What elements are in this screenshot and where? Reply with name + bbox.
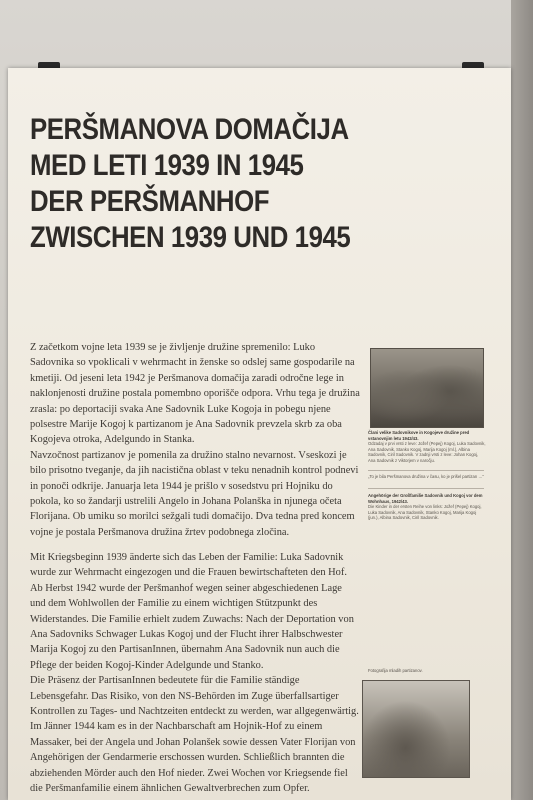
caption-divider [368, 470, 484, 471]
title-line-2: MED LETI 1939 IN 1945 [30, 149, 304, 182]
slovene-paragraph-1: Z začetkom vojne leta 1939 se je življenje družine spremenilo: Luko Sadovnika so vpoklicali v wehrmacht in ženske so odslej same gospodarile na kmetiji. Od jeseni leta 1942 je Peršmanova domačija zaradi odročne lege in naklonjenosti družine postala pomembno oporišče odpora. Vrhu tega je družina zrasla: po deportaciji svaka Ane Sadovnik Luke Kogoja in pobegu njene polsestre Marije Kogoj k partizanom je Ana Sadovnik prevzela skrb za oba Kogojeva otroka, Adelgundo in Stanka. [30, 342, 360, 446]
panel-title [30, 112, 391, 256]
photo1-caption-sl [368, 430, 486, 464]
title-line-3: DER PERŠMANHOF [30, 185, 270, 218]
german-paragraph-1: Mit Kriegsbeginn 1939 änderte sich das Leben der Familie: Luka Sadovnik wurde zur Wehrmacht eingezogen und die Frauen bewirtschafteten den Hof. Ab Herbst 1942 wurde der Peršmanhof wegen seiner abgeschiedenen Lage und dem Wohlwollen der Familie zu einem wichtigen Stützpunkt des Widerstandes. Die Familie erhielt zudem Zuwachs: Nach der Deportation von Ana Sadovniks Schwager Lukas Kogoj und der Flucht ihrer Halbschwester Marija Kogoj zu den PartisanInnen, übernahm Ana Sadovnik nun auch die Pflege der beiden Kogoj-Kinder Adelgunde und Stanko. [30, 552, 354, 671]
photo1-caption-heading: Člani velike Sadovnikove in Kogojeve družine pred vstanovnjim letu 1942/43. [368, 430, 470, 441]
german-text [30, 550, 360, 797]
caption-divider [368, 488, 484, 489]
partisan-photo [362, 680, 470, 778]
photo1-caption-de-body: Die Kinder in der ersten Reihe von links: Jožef (Pepej) Kogoj, Luka Sadovnik, Ana Sadovnik, Stanko Kogoj, Marija Kogoj (jun.), Albina Sadovnik, Ciril Sadovnik. [368, 504, 482, 521]
slovene-text [30, 340, 360, 540]
photo1-caption-de [368, 493, 486, 521]
title-line-1: PERŠMANOVA DOMAČIJA [30, 113, 349, 146]
photo1-quote: „To je bila Peršmanova družina v času, ko je prišel partizan …“ [368, 474, 484, 479]
slovene-paragraph-2: Navzočnost partizanov je pomenila za družino stalno nevarnost. Vseskozi je bilo prisotno tveganje, da jih nacistična oblast v teku nenadnih kontrol podnevi in ponoči odkrije. Januarja leta 1944 je prišlo v sosedstvu pri Hojniku do pokola, ko so žandarji ustrelili Angelo in Johana Polanška in njunega očeta Florijana. Ob umiku so morilci sežgali tudi domačijo. Dva tedna pred koncem vojne je postala Peršmanova družina žrtev podobnega zločina. [30, 449, 359, 538]
photo1-caption-body: Odzadaj v prvi vrsti z leve: Jožef (Pepej) Kogoj, Luka Sadovnik, Ana Sadovnik, Stanko Kogoj, Marija Kogoj (ml.), Albina Sadovnik, Ciril Sadovnik. V zadnji vrsti z leve: Johan Kogoj, Ana Sadovnik z Viktorjem v naročju. [368, 441, 486, 463]
photo1-caption-de-heading: Angehörige der Großfamilie Sadovnik und Kogoj vor dem Wohnhaus, 1942/43. [368, 493, 483, 504]
title-line-4: ZWISCHEN 1939 UND 1945 [30, 221, 351, 254]
wall-corner [511, 0, 533, 800]
family-photo [370, 348, 484, 428]
photo2-caption: Fotografija mladih partizanov. [368, 668, 423, 673]
german-paragraph-2: Die Präsenz der PartisanInnen bedeutete für die Familie ständige Lebensgefahr. Das Risiko, von den NS-Behörden im Zuge überfallsartiger Kontrollen zu Tages- und Nachtzeiten entdeckt zu werden, war allgegenwärtig. Im Jänner 1944 kam es in der Nachbarschaft am Hojnik-Hof zu einem Massaker, bei der Angela und Johan Polanšek sowie dessen Vater Florijan von Angehörigen der Gendarmerie erschossen wurden. Schließlich brannten die abziehenden Mörder auch den Hof nieder. Zwei Wochen vor Kriegsende fiel die Peršmanfamilie einem ähnlichen Gewaltverbrechen zum Opfer. [30, 675, 359, 795]
